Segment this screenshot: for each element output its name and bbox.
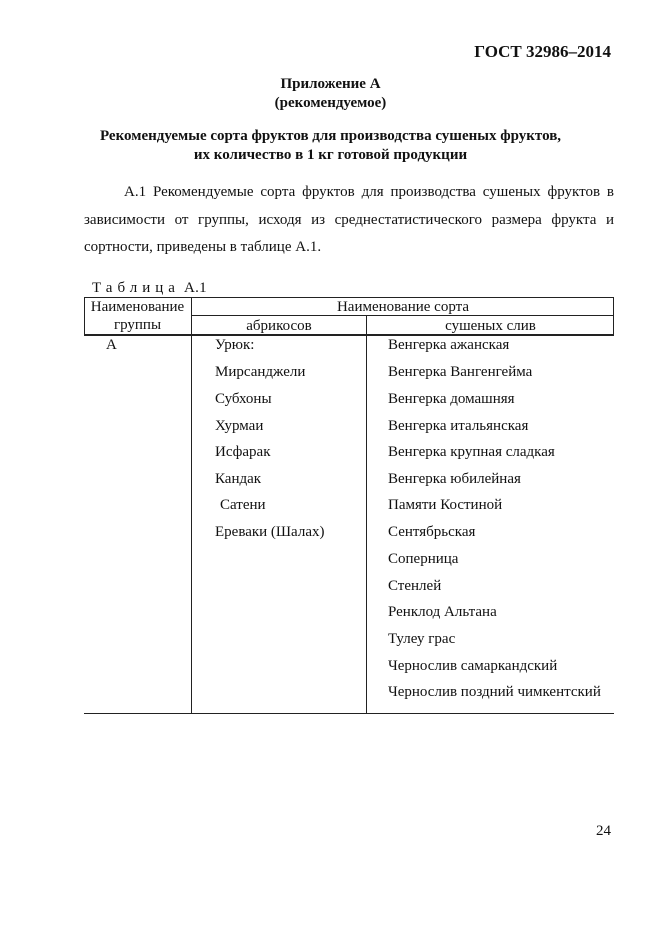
variety-column-header: Наименование сорта [336, 299, 470, 315]
apricots-column-header: абрикосов [246, 318, 312, 334]
plum-variety: Венгерка Вангенгейма [388, 364, 533, 380]
section-heading [0, 127, 661, 165]
apricot-variety: Субхоны [215, 391, 272, 407]
body-paragraph: А.1 Рекомендуемые сорта фруктов для производства сушеных фруктов в зависимости от группы, исходя из среднестатистического размера фрукта и сортности, приведены в таблице А.1. [84, 184, 614, 255]
plum-variety: Стенлей [388, 578, 442, 594]
table-group-divider [191, 297, 192, 714]
varieties-table [84, 297, 614, 714]
table-bottom-border [84, 713, 614, 714]
plum-variety: Чернослив самаркандский [388, 658, 558, 674]
page-number: 24 [596, 823, 611, 839]
group-header-line-2: группы [113, 317, 162, 333]
apricot-variety: Урюк: [215, 337, 255, 353]
appendix-title: Приложение А [280, 76, 381, 92]
apricot-variety: Хурмаи [215, 418, 264, 434]
appendix-status: (рекомендуемое) [274, 95, 387, 111]
apricot-variety: Мирсанджели [215, 364, 306, 380]
plum-variety: Сентябрьская [388, 524, 476, 540]
appendix-heading [0, 75, 661, 113]
standard-code: ГОСТ 32986–2014 [474, 42, 611, 61]
apricot-variety: Кандак [215, 471, 262, 487]
table-caption [92, 280, 207, 297]
plum-variety: Венгерка домашняя [388, 391, 515, 407]
apricot-variety: Сатени [220, 497, 266, 513]
apricot-variety: Ереваки (Шалах) [215, 524, 325, 540]
plum-variety: Соперница [388, 551, 459, 567]
group-column-header [84, 298, 191, 334]
plum-variety: Венгерка ажанская [388, 337, 510, 353]
table-caption-word: Таблица [92, 280, 180, 296]
plum-variety: Тулеу грас [388, 631, 456, 647]
table-variety-divider [366, 315, 367, 714]
plum-variety: Венгерка итальянская [388, 418, 529, 434]
heading-line-1: Рекомендуемые сорта фруктов для производства сушеных фруктов, [99, 128, 562, 144]
apricot-variety: Исфарак [215, 444, 271, 460]
plum-variety: Памяти Костиной [388, 497, 503, 513]
plum-variety: Венгерка юбилейная [388, 471, 521, 487]
plum-variety: Чернослив поздний чимкентский [388, 684, 601, 700]
plums-column-header: сушеных слив [445, 318, 536, 334]
table-caption-id: А.1 [183, 280, 207, 296]
group-header-line-1: Наименование [90, 299, 185, 315]
plum-variety: Ренклод Альтана [388, 604, 497, 620]
plum-variety: Венгерка крупная сладкая [388, 444, 555, 460]
heading-line-2: их количество в 1 кг готовой продукции [193, 147, 468, 163]
group-cell: А [106, 337, 117, 353]
